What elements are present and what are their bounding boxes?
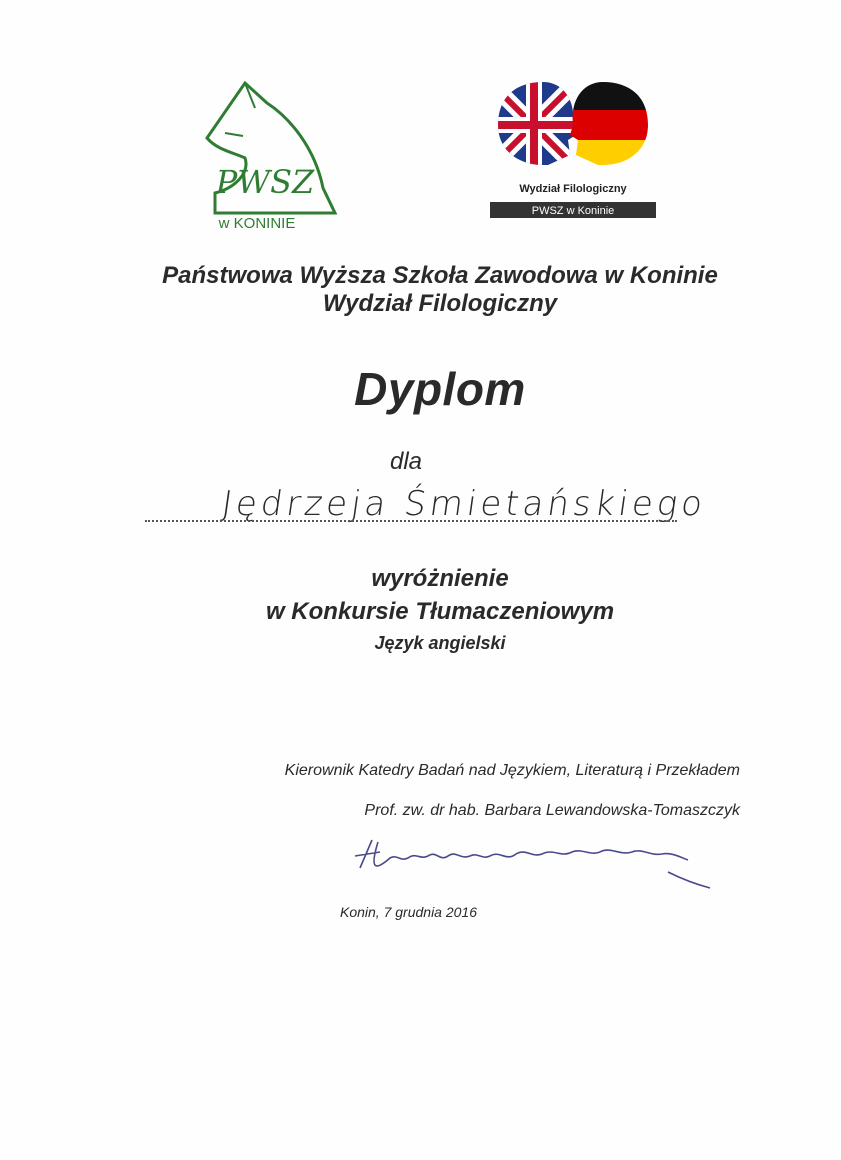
pwsz-logo-text: PWSZ xyxy=(215,163,315,201)
uk-flag-head-icon xyxy=(488,80,578,170)
award-contest: w Konkursie Tłumaczeniowym xyxy=(265,598,615,625)
recipient-name: Jędrzeja Śmietańskiego xyxy=(219,484,709,524)
handwritten-signature xyxy=(350,828,730,898)
de-flag-head-icon xyxy=(568,80,658,170)
university-name: Państwowa Wyższa Szkoła Zawodowa w Koninie xyxy=(162,262,718,289)
pwsz-horse-logo xyxy=(195,78,345,233)
faculty-logo-bar: PWSZ w Koninie xyxy=(531,205,615,217)
signatory-name: Prof. zw. dr hab. Barbara Lewandowska-Tomaszczyk xyxy=(364,802,740,819)
for-label: dla xyxy=(390,448,423,475)
diploma-title: Dyplom xyxy=(354,363,526,415)
faculty-logo-title: Wydział Filologiczny xyxy=(519,183,627,195)
signatory-role: Kierownik Katedry Badań nad Językiem, Literaturą i Przekładem xyxy=(284,762,740,779)
faculty-name: Wydział Filologiczny xyxy=(322,290,558,317)
award-language: Język angielski xyxy=(374,633,506,653)
award-type: wyróżnienie xyxy=(371,565,509,592)
pwsz-logo-subtext: w KONINIE xyxy=(218,215,296,232)
faculty-flags-logo xyxy=(488,80,658,225)
issue-date: Konin, 7 grudnia 2016 xyxy=(340,904,477,920)
recipient-dotted-line xyxy=(145,520,677,522)
